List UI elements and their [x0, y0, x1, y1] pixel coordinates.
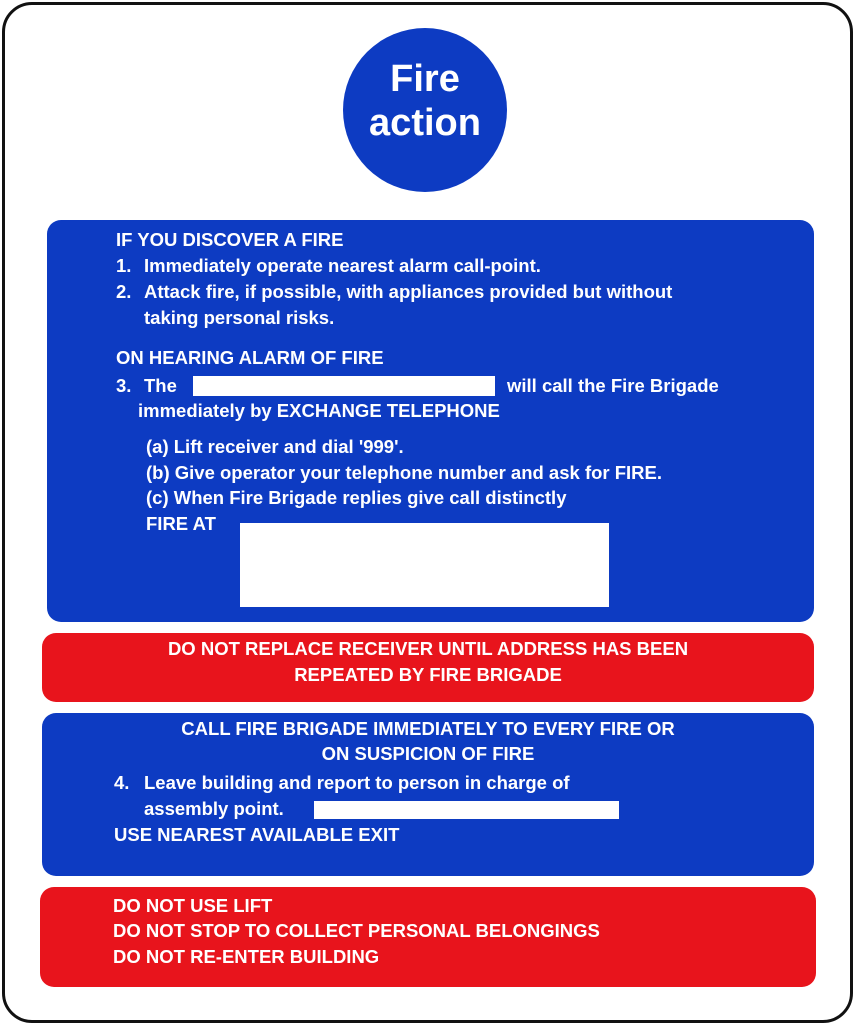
discover-fire-panel — [47, 220, 814, 622]
title-line-1: Fire — [390, 58, 460, 100]
item-number: 2. — [116, 281, 132, 302]
call-line-2: ON SUSPICION OF FIRE — [321, 743, 535, 764]
item-number: 4. — [114, 772, 130, 793]
warning-line-1: DO NOT REPLACE RECEIVER UNTIL ADDRESS HAS BEEN — [167, 638, 689, 659]
assembly-point-blank[interactable] — [314, 801, 619, 819]
sub-step-c: (c) When Fire Brigade replies give call distinctly — [146, 487, 567, 508]
instruction-3-cont: immediately by EXCHANGE TELEPHONE — [138, 400, 500, 421]
address-blank[interactable] — [240, 523, 609, 607]
fire-at-label: FIRE AT — [146, 513, 216, 534]
instruction-4: Leave building and report to person in charge of — [144, 772, 570, 793]
title-circle — [343, 28, 507, 192]
sub-step-a: (a) Lift receiver and dial '999'. — [146, 436, 404, 457]
instruction-2: Attack fire, if possible, with appliances provided but without — [144, 281, 673, 302]
instruction-3: will call the Fire Brigade — [507, 375, 719, 396]
responsible-person-blank[interactable] — [193, 376, 495, 396]
heading-alarm: ON HEARING ALARM OF FIRE — [116, 347, 384, 368]
do-not-reenter: DO NOT RE-ENTER BUILDING — [113, 946, 380, 967]
heading-discover: IF YOU DISCOVER A FIRE — [116, 229, 344, 250]
title-line-2: action — [369, 102, 481, 144]
use-exit-text: USE NEAREST AVAILABLE EXIT — [114, 824, 400, 845]
sub-step-b: (b) Give operator your telephone number and ask for FIRE. — [146, 462, 663, 483]
instruction-1: Immediately operate nearest alarm call-point. — [144, 255, 541, 276]
item-number: 3. — [116, 375, 132, 396]
do-not-use-lift: DO NOT USE LIFT — [113, 895, 273, 916]
do-not-panel — [40, 887, 816, 987]
do-not-collect-belongings: DO NOT STOP TO COLLECT PERSONAL BELONGINGS — [113, 920, 600, 941]
instruction-4-cont: assembly point. — [144, 798, 284, 819]
receiver-warning-panel — [42, 633, 814, 702]
call-line-1: CALL FIRE BRIGADE IMMEDIATELY TO EVERY FIRE OR — [181, 718, 675, 739]
instruction-3-start: The — [144, 375, 177, 396]
warning-line-2: REPEATED BY FIRE BRIGADE — [294, 664, 562, 685]
instruction-2-cont: taking personal risks. — [144, 307, 335, 328]
call-brigade-panel — [42, 713, 814, 876]
item-number: 1. — [116, 255, 132, 276]
